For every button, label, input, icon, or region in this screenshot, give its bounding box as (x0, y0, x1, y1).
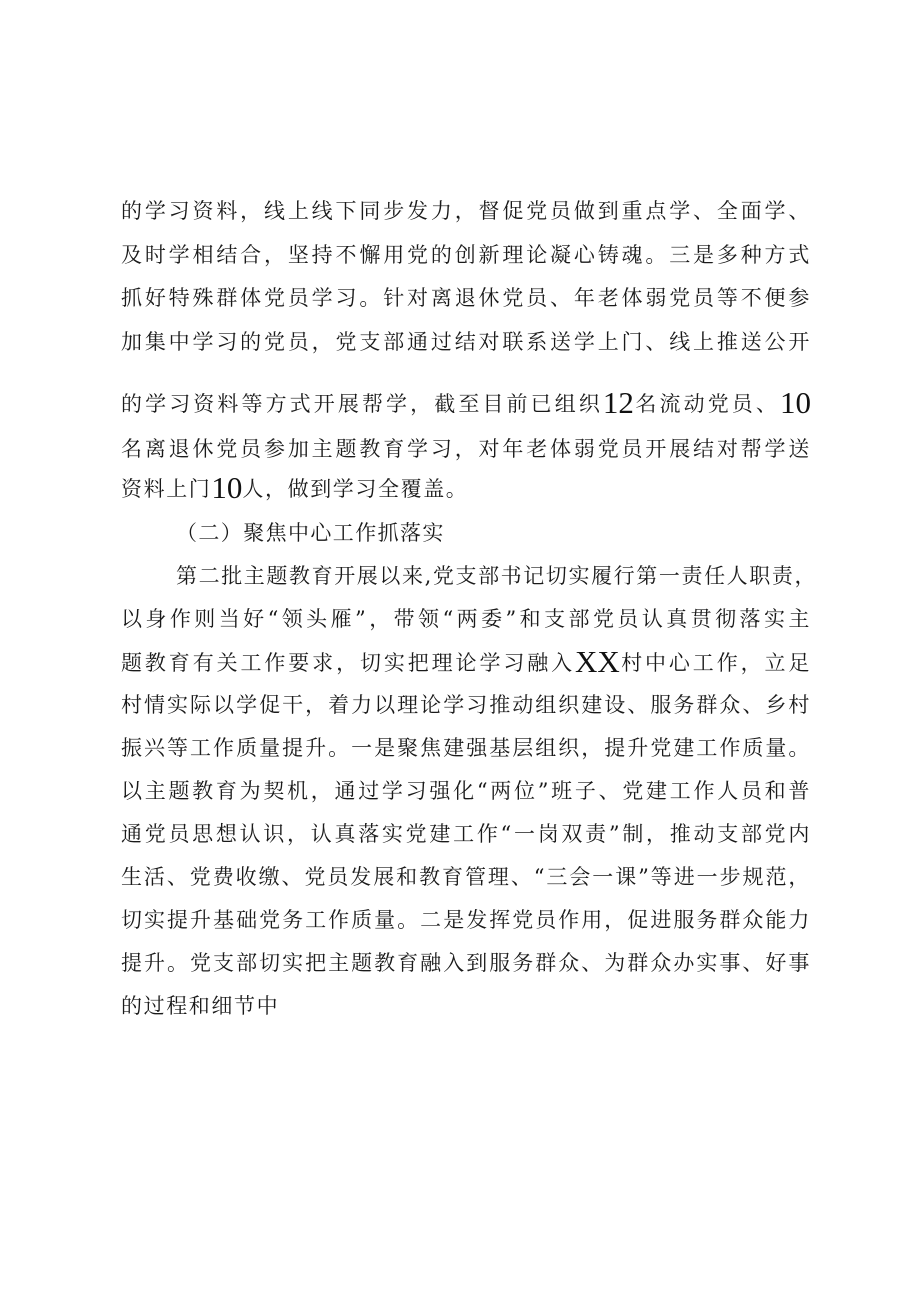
line-7-text-b: 人，做到学习全覆盖。 (242, 477, 469, 501)
section-heading: （二）聚焦中心工作抓落实 (176, 521, 445, 545)
paragraph-2-line-10: 提升。党支部切实把主题教育融入到服务群众、为群众办实事、好事 (121, 951, 811, 975)
paragraph-1-line-6: 名离退休党员参加主题教育学习，对年老体弱党员开展结对帮学送 (121, 437, 811, 461)
line-3-text-b: 村中心工作，立足 (619, 651, 811, 675)
paragraph-2-line-5: 振兴等工作质量提升。一是聚焦建强基层组织，提升党建工作质量。 (121, 736, 811, 760)
paragraph-1-line-5 (121, 386, 811, 420)
line-5-text-a: 的学习资料等方式开展帮学，截至目前已组织 (121, 392, 603, 416)
line-7-text-a: 资料上门 (121, 477, 212, 501)
paragraph-1-line-7 (121, 471, 811, 505)
paragraph-2-line-6: 以主题教育为契机，通过学习强化“两位”班子、党建工作人员和普 (121, 779, 811, 803)
paragraph-2-line-7: 通党员思想认识，认真落实党建工作“一岗双责”制，推动支部党内 (121, 822, 811, 846)
paragraph-2-line-9: 切实提升基础党务工作质量。二是发挥党员作用，促进服务群众能力 (121, 908, 811, 932)
paragraph-2-line-8: 生活、党费收缴、党员发展和教育管理、“三会一课”等进一步规范， (121, 865, 811, 889)
count-mobile-members: 12 (602, 385, 634, 420)
paragraph-2-line-3 (121, 645, 811, 679)
line-5-text-b: 名流动党员、 (633, 392, 780, 416)
paragraph-1-line-3: 抓好特殊群体党员学习。针对离退休党员、年老体弱党员等不便参 (121, 286, 811, 310)
paragraph-1-line-1: 的学习资料，线上线下同步发力，督促党员做到重点学、全面学、 (121, 199, 811, 223)
paragraph-1-line-2: 及时学相结合，坚持不懈用党的创新理论凝心铸魂。三是多种方式 (121, 243, 811, 267)
line-3-text-a: 题教育有关工作要求，切实把理论学习融入 (121, 651, 576, 675)
count-retired-members: 10 (780, 385, 811, 420)
paragraph-2-line-1: 第二批主题教育开展以来,党支部书记切实履行第一责任人职责， (176, 564, 818, 588)
count-delivered: 10 (211, 470, 243, 505)
paragraph-2-line-11: 的过程和细节中 (121, 994, 280, 1018)
paragraph-2-line-4: 村情实际以学促干，着力以理论学习推动组织建设、服务群众、乡村 (121, 693, 811, 717)
paragraph-2-line-2: 以身作则当好“领头雁”，带领“两委”和支部党员认真贯彻落实主 (121, 607, 811, 631)
village-placeholder: XX (575, 644, 620, 679)
paragraph-1-line-4: 加集中学习的党员，党支部通过结对联系送学上门、线上推送公开 (121, 330, 811, 354)
